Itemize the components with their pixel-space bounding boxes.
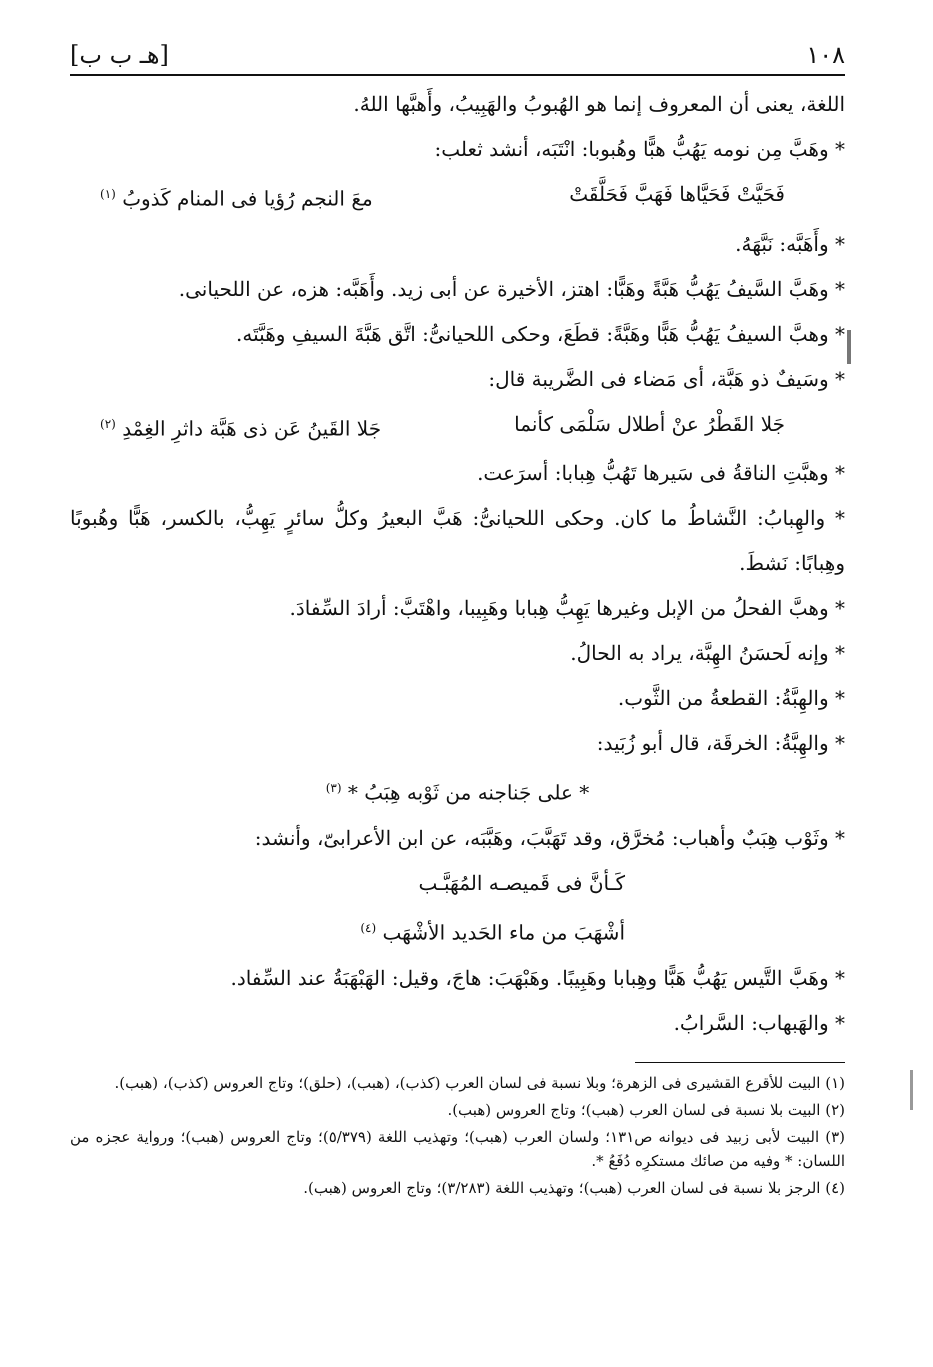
paragraph: * وهَبَّ السَّيفُ يَهُبُّ هَبَّةً وهَبًّا: اهتز، الأخيرة عن أبى زيد. وأَهَبَّه: هزه، عن اللحيانى. xyxy=(178,276,845,301)
verse-hemistich: معَ النجم رُؤيا فى المنام كَذوبُ $^{(١)}$ xyxy=(100,186,373,211)
paragraph: * وثَوْب هِبَبٌ وأهباب: مُخرَّق، وقد تَهَبَّبَ، وهَبَّبَه، عن ابن الأعرابىّ، وأنشد: xyxy=(254,825,845,850)
footnote-ref: (٣) xyxy=(325,781,342,796)
paragraph: اللغة، يعنى أن المعروف إنما هو الهُبوبُ والهَبِيبُ، وأَهبَّها اللهُ. xyxy=(353,92,845,116)
footnote: (٢) البيت بلا نسبة فى لسان العرب (هبب)؛ وتاج العروس (هبب). xyxy=(447,1100,845,1119)
footnote-ref: (٢) xyxy=(100,416,116,431)
paragraph: * والهَبهاب: السَّرابُ. xyxy=(673,1010,845,1035)
verse-hemistich: جَلا القَينُ عَن ذى هَبَّة داثرِ الغِمْدِ $^{(٢)}$ xyxy=(100,416,382,441)
paragraph: * وهَبَّ مِن نومه يَهُبُّ هبًّا وهُبوبا: انْتَبَه، أنشد ثعلب: xyxy=(434,137,845,161)
verse-line xyxy=(70,402,845,452)
paragraph: * والهِبابُ: النَّشاطُ ما كان. وحكى اللحيانىُّ: هَبَّ البعيرُ وكلُّ سائرٍ يَهِبُّ، بالكسر، هَبًّا وهُبوبًا وهِبابًا: نَشطَ. xyxy=(70,506,845,576)
verse-hemistich: فَحَيَّتْ فَحَيَّاها فَهَبَّ فَحَلَّقَتْ xyxy=(569,182,785,206)
dictionary-page xyxy=(70,40,845,1340)
margin-mark xyxy=(910,1070,913,1110)
verse-hemistich: جَلا القَطْرُ عنْ أطلال سَلْمَى كأنما xyxy=(514,411,785,436)
footnote: (٣) البيت لأبى زبيد فى ديوانه ص١٣١؛ ولسان العرب (هبب)؛ وتهذيب اللغة (٥/٣٧٩)؛ وتاج العروس (هبب)؛ ورواية عجزه من اللسان: * وفيه من صائك مستكرِه دُفَعُ *. xyxy=(70,1127,845,1170)
footnote: (٤) الرجز بلا نسبة فى لسان العرب (هبب)؛ وتهذيب اللغة (٣/٢٨٣)؛ وتاج العروس (هبب). xyxy=(303,1178,845,1197)
footnote-ref: (٤) xyxy=(360,920,377,935)
paragraph: * وهَبَّ التَّيس يَهُبُّ هَبًّا وهِبابا وهَبِيبًا. وهَبْهَبَ: هاجَ، وقيل: الهَبْهَبَةُ عند السِّفاد. xyxy=(230,965,845,990)
paragraph: * وهبَّتِ الناقةُ فى سَيرها تَهُبُّ هِبابا: أسرَعت. xyxy=(477,461,845,486)
page-header xyxy=(70,40,845,70)
paragraph: * والهِبَّةُ: الخرقَة، قال أبو زُبَيد: xyxy=(596,731,845,756)
paragraph: * وهبَّ السيفُ يَهُبُّ هَبًّا وهَبَّةً: قطَعَ، وحكى اللحيانىُّ: اتَّق هَبَّةَ السيفِ وهَبَّتَه. xyxy=(236,321,845,346)
footnote-rule xyxy=(635,1062,845,1063)
footnote-ref: (١) xyxy=(100,187,116,201)
footnote: (١) البيت للأقرع القشيرى فى الزهرة؛ وبلا نسبة فى لسان العرب (كذب)، (هبب)، (حلق)؛ وتاج العروس (كذب)، (هبب). xyxy=(114,1073,845,1092)
paragraph: * وإنه لَحسَنُ الهِبَّة، يراد به الحالُ. xyxy=(570,641,845,666)
verse-line xyxy=(70,172,845,222)
paragraph: * وسَيفٌ ذو هَبَّة، أى مَضاء فى الضَّريبة قال: xyxy=(488,366,845,391)
paragraph: * وأَهَبَّه: نَبَّهَهُ. xyxy=(735,231,845,256)
paragraph: * وهبَّ الفحلُ من الإبل وغيرها يَهِبُّ هِبابا وهَبِيبا، واهْتَبَّ: أرادَ السِّفادَ. xyxy=(289,596,845,621)
paragraph: * والهِبَّةُ: القطعةُ من الثَّوب. xyxy=(617,686,845,711)
verse-line: أشْهَبَ من ماء الحَديد الأشْهَب $^{(٤)}$ xyxy=(360,920,625,945)
header-rule xyxy=(70,74,845,76)
margin-mark xyxy=(847,330,851,364)
verse-line: كَـأنَّ فى قَميصـه المُهَبَّـب xyxy=(418,870,625,895)
verse-line: * على جَناجنه من ثَوْبه هِبَبُ * $^{(٣)}$ xyxy=(325,780,590,805)
root-bracket: [هـ ب ب] xyxy=(70,41,169,69)
page-number: ١٠٨ xyxy=(806,41,845,69)
